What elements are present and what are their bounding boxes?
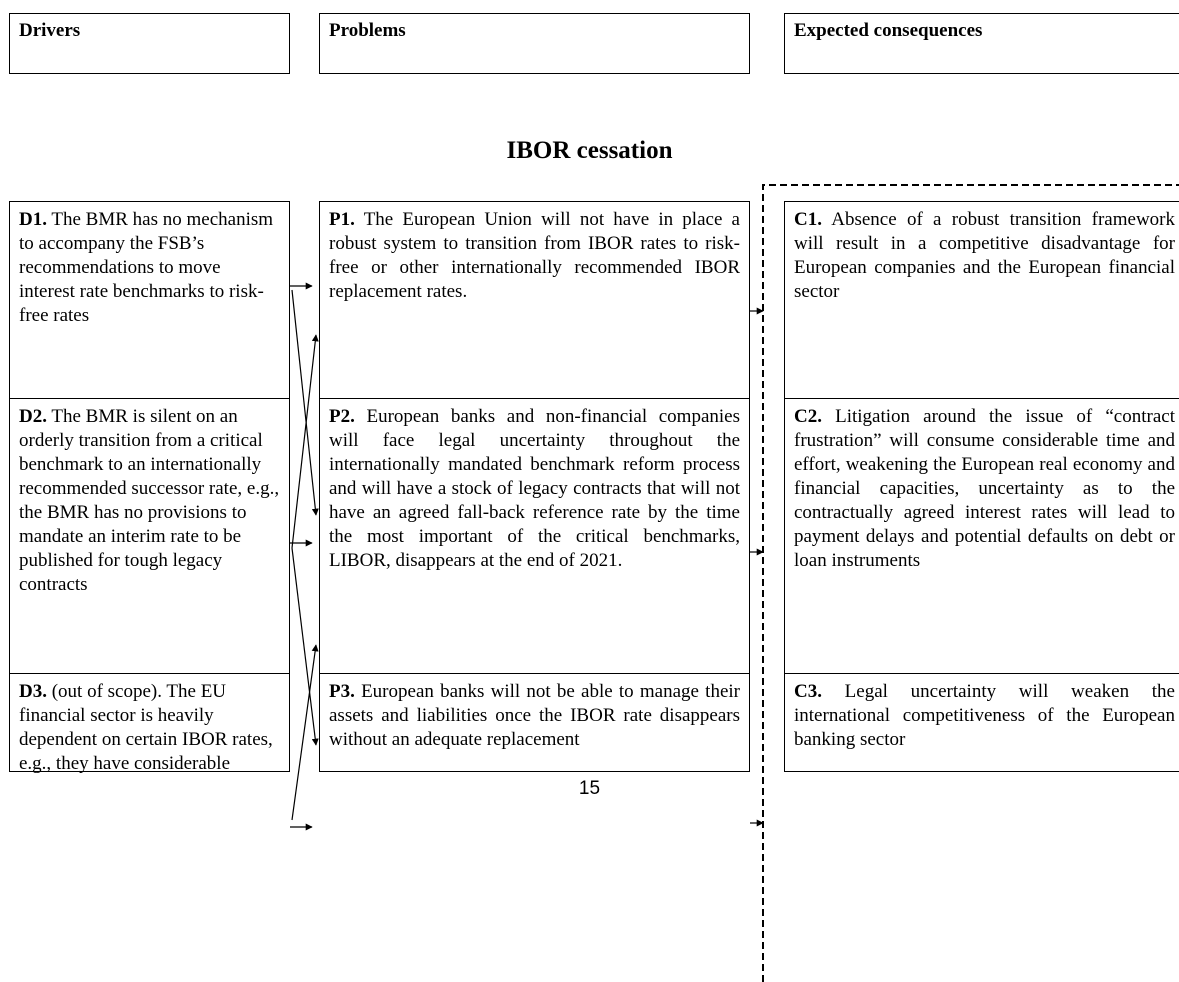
diagram-title: IBOR cessation bbox=[506, 137, 673, 164]
page-number: 15 bbox=[578, 778, 601, 799]
arrow-d2-p1 bbox=[292, 335, 316, 548]
problem-p3-id: P3. bbox=[329, 681, 355, 702]
problem-p2-text: European banks and non-financial companies will face legal uncertainty throughout the internationally mandated benchmark reform process and will have a stock of legacy contracts that will not have an agreed fall-back reference rate by the time the most important of the critical benchmarks, LIBOR, disappears at the end of 2021. bbox=[329, 406, 740, 571]
arrow-d3-p2 bbox=[292, 645, 316, 820]
driver-d1-text: The BMR has no mechanism to accompany the FSB’s recommendations to move interest rate benchmarks to risk-free rates bbox=[19, 209, 274, 326]
problem-p3-text: European banks will not be able to manage their assets and liabilities once the IBOR rate disappears without an adequate replacement bbox=[329, 681, 740, 750]
driver-d3-id: D3. bbox=[19, 681, 47, 702]
driver-d2-text: The BMR is silent on an orderly transition from a critical benchmark to an internationally recommended successor rate, e.g., the BMR has no provisions to mandate an interim rate to be published for tough legacy contracts bbox=[19, 406, 280, 595]
consequence-c3-text: Legal uncertainty will weaken the international competitiveness of the European banking sector bbox=[794, 681, 1175, 750]
header-consequences-label: Expected consequences bbox=[794, 20, 983, 41]
consequence-c1-id: C1. bbox=[794, 209, 822, 230]
consequence-c1-text: Absence of a robust transition framework will result in a competitive disadvantage for European companies and the European financial sector bbox=[794, 209, 1175, 302]
consequence-c2-id: C2. bbox=[794, 406, 822, 427]
consequence-c3-id: C3. bbox=[794, 681, 822, 702]
driver-d2-id: D2. bbox=[19, 406, 47, 427]
driver-d3-text: (out of scope). The EU financial sector is heavily dependent on certain IBOR rates, e.g., they have considerable bbox=[19, 681, 273, 774]
problem-p2-id: P2. bbox=[329, 406, 355, 427]
dashed-boundary bbox=[763, 185, 1179, 982]
driver-d1-id: D1. bbox=[19, 209, 47, 230]
arrow-d2-p3 bbox=[292, 548, 316, 745]
problem-p1-id: P1. bbox=[329, 209, 355, 230]
consequence-c2-text: Litigation around the issue of “contract frustration” will consume considerable time and effort, weakening the European real economy and financial capacities, uncertainty as to the contractually agreed interest rates will lead to payment delays and potential defaults on debt or loan instruments bbox=[794, 406, 1175, 571]
arrow-d1-p2 bbox=[292, 290, 316, 515]
problem-p1-text: The European Union will not have in place a robust system to transition from IBOR rates to risk-free or other internationally recommended IBOR replacement rates. bbox=[329, 209, 740, 302]
header-problems-label: Problems bbox=[329, 20, 406, 41]
header-drivers-label: Drivers bbox=[19, 20, 81, 41]
